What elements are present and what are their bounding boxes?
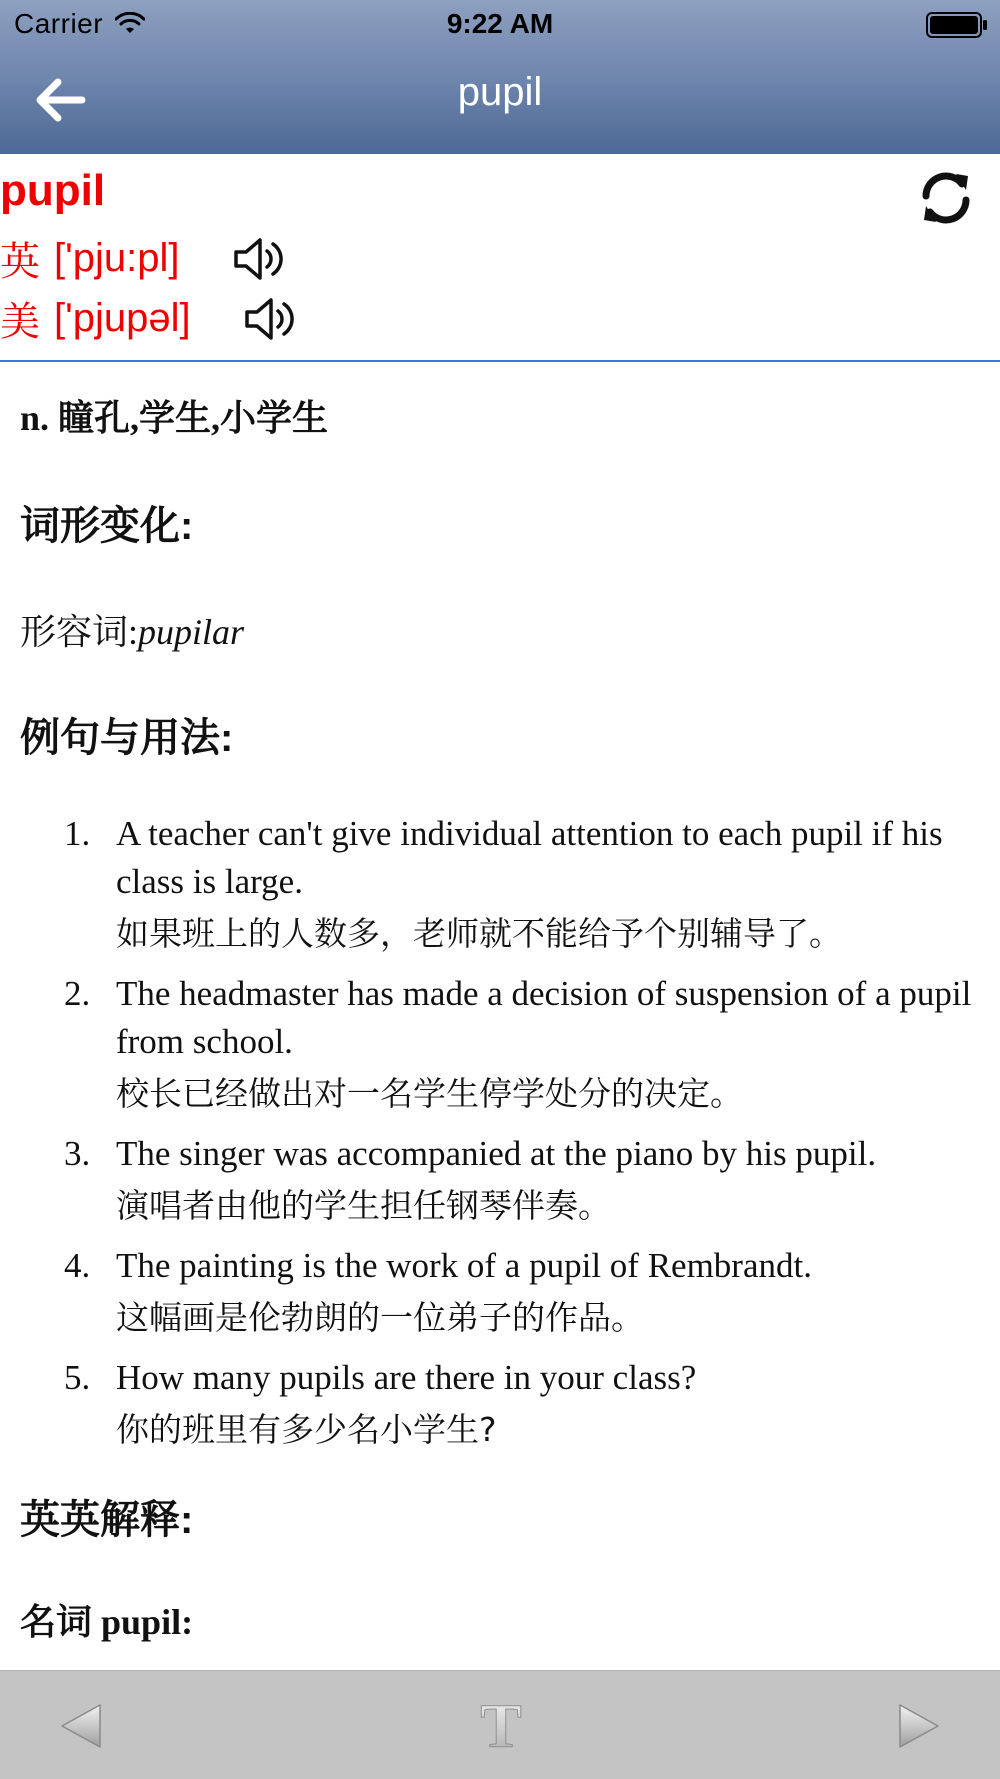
example-number: 3. [64,1134,91,1173]
pronunciation-uk-ipa: ['pju:pl] [54,236,180,280]
word-header [0,154,1000,362]
nav-bar [0,50,1000,154]
battery-icon [926,12,988,38]
speaker-icon[interactable] [232,234,284,284]
wordform [20,604,244,655]
example-chinese: 这幅画是伦勃朗的一位弟子的作品。 [116,1298,644,1337]
examples-heading: 例句与用法: [20,716,234,760]
example-item [0,1354,1000,1458]
refresh-icon[interactable] [916,168,976,228]
bottom-toolbar [0,1670,1000,1779]
english-definition-heading: 英英解释: [20,1498,194,1542]
status-time: 9:22 AM [446,8,554,39]
example-chinese: 如果班上的人数多，老师就不能给予个别辅导了。 [116,914,842,953]
example-number: 1. [64,814,91,853]
pronunciation-uk [0,230,284,287]
example-item [0,810,1000,962]
definition: n. 瞳孔,学生,小学生 [20,398,329,438]
font-size-icon[interactable] [476,1697,526,1753]
example-chinese: 演唱者由他的学生担任钢琴伴奏。 [116,1186,611,1225]
example-number: 4. [64,1246,91,1285]
example-item [0,1130,1000,1234]
nav-title: pupil [457,70,543,114]
pronunciation-uk-label: 英 [0,240,40,284]
definition-content[interactable] [0,362,1000,1670]
headword: pupil [0,166,106,215]
example-chinese: 校长已经做出对一名学生停学处分的决定。 [116,1074,743,1113]
examples-list [0,810,1000,1466]
carrier-label: Carrier [14,8,104,39]
example-item [0,1242,1000,1346]
pronunciation-us-ipa: ['pjupəl] [54,296,191,340]
speaker-icon[interactable] [243,294,295,344]
pronunciation-us-label: 美 [0,300,40,344]
example-number: 2. [64,974,91,1013]
example-english: A teacher can't give individual attention to each pupil if his class is large. [116,814,943,901]
example-item [0,970,1000,1122]
example-english: How many pupils are there in your class? [116,1358,697,1397]
noun-subheading: 名词 pupil: [20,1602,194,1642]
example-number: 5. [64,1358,91,1397]
status-bar [0,0,1000,50]
example-english: The painting is the work of a pupil of Rembrandt. [116,1246,812,1285]
example-chinese: 你的班里有多少名小学生? [116,1410,497,1449]
example-english: The singer was accompanied at the piano by his pupil. [116,1134,877,1173]
forms-heading: 词形变化: [20,504,194,548]
wordform-value: pupilar [138,612,245,652]
triangle-right-icon[interactable] [896,1701,942,1751]
pronunciation-us [0,290,295,347]
font-size-label: T [480,1697,522,1753]
header [0,0,1000,154]
example-english: The headmaster has made a decision of suspension of a pupil from school. [116,974,972,1061]
triangle-left-icon[interactable] [58,1701,104,1751]
wordform-label: 形容词: [20,612,139,652]
